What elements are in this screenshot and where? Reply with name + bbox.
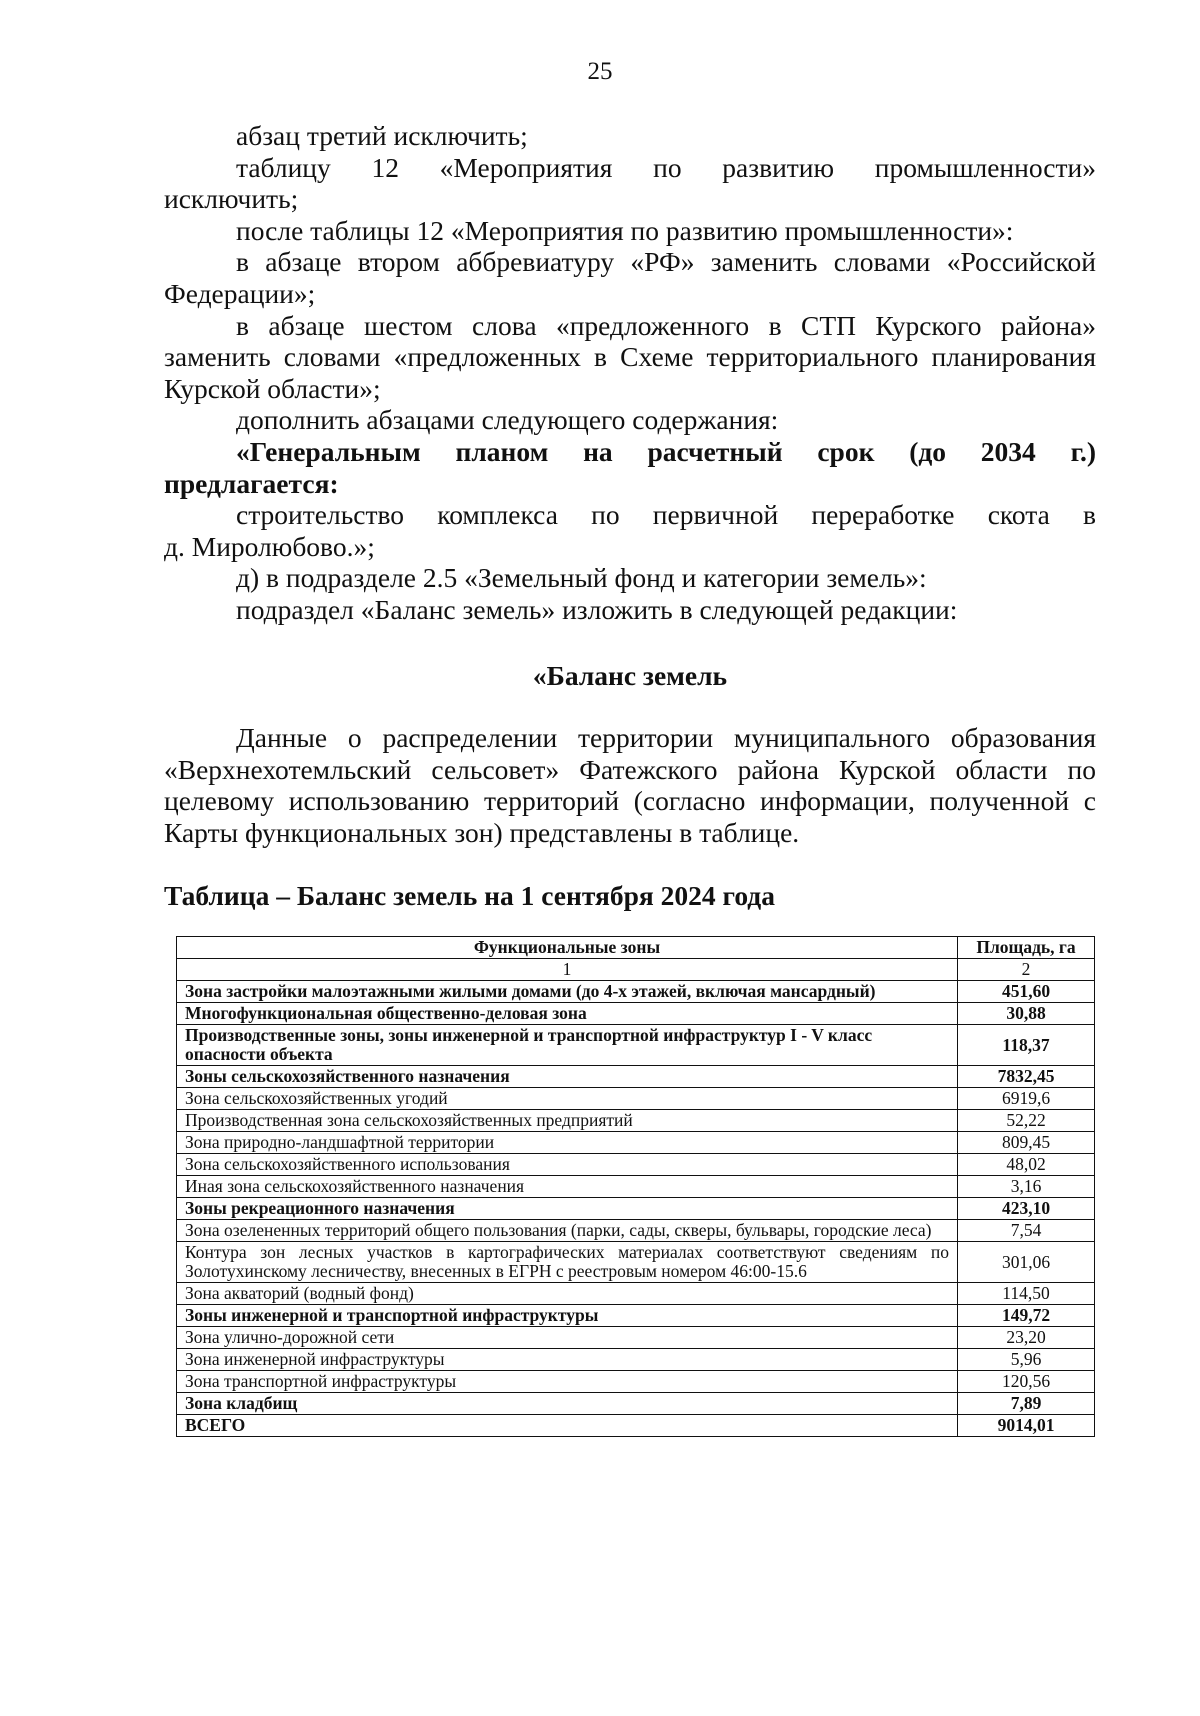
paragraph: заменить словами «предложенных в Схеме территориального планирования [164,341,1096,373]
area-cell: 451,60 [958,981,1095,1003]
paragraph: в абзаце втором аббревиатуру «РФ» заменить словами «Российской [236,246,1096,278]
table-row [177,1198,1095,1220]
area-cell: 23,20 [958,1327,1095,1349]
area-cell: 809,45 [958,1132,1095,1154]
table-row [177,1393,1095,1415]
area-cell: 423,10 [958,1198,1095,1220]
table-row [177,1415,1095,1437]
area-cell: 7832,45 [958,1066,1095,1088]
paragraph: подраздел «Баланс земель» изложить в следующей редакции: [236,593,958,625]
table-row [177,1371,1095,1393]
zone-cell: Зона природно-ландшафтной территории [177,1132,958,1154]
paragraph: предлагается: [164,467,339,499]
area-cell: 30,88 [958,1003,1095,1025]
zone-cell: Зона озелененных территорий общего пользования (парки, сады, скверы, бульвары, городские леса) [177,1220,958,1242]
table-row [177,1003,1095,1025]
area-cell: 120,56 [958,1371,1095,1393]
zone-cell: Производственные зоны, зоны инженерной и транспортной инфраструктур I - V класс опасности объекта [177,1025,958,1066]
area-cell: 301,06 [958,1242,1095,1283]
zone-cell: Зона застройки малоэтажными жилыми домами (до 4-х этажей, включая мансардный) [177,981,958,1003]
zone-cell: Зона инженерной инфраструктуры [177,1349,958,1371]
table-row [177,1132,1095,1154]
zone-cell: Зоны рекреационного назначения [177,1198,958,1220]
table-header-row [177,937,1095,959]
table-row [177,1305,1095,1327]
zone-cell: Зона улично-дорожной сети [177,1327,958,1349]
zone-cell: Зона сельскохозяйственного использования [177,1154,958,1176]
area-cell: 5,96 [958,1349,1095,1371]
zone-cell: Зона акваторий (водный фонд) [177,1283,958,1305]
paragraph: Данные о распределении территории муниципального образования «Верхнехотемльский сельсовет» Фатежского района Курской области по целевому использованию территорий (согласно информации, полученной с Карты функциональных зон) представлены в таблице. [164,722,1096,848]
page-number: 25 [587,58,613,85]
table-row [177,1110,1095,1132]
land-balance-table [176,936,1095,1437]
table-row [177,1025,1095,1066]
paragraph: в абзаце шестом слова «предложенного в СТП Курского района» [236,309,1096,341]
area-cell: 3,16 [958,1176,1095,1198]
paragraph: таблицу 12 «Мероприятия по развитию промышленности» [236,151,1096,183]
index-cell: 2 [958,959,1095,981]
table-row [177,1242,1095,1283]
area-cell: 114,50 [958,1283,1095,1305]
paragraph: абзац третий исключить; [236,120,528,151]
zone-cell: Многофункциональная общественно-деловая зона [177,1003,958,1025]
zone-cell: Контура зон лесных участков в картографических материалах соответствуют сведениям по Золотухинскому лесничеству, внесенных в ЕГРН с реестровым номером 46:00-15.6 [177,1242,958,1283]
table-row [177,1327,1095,1349]
paragraph: д) в подразделе 2.5 «Земельный фонд и категории земель»: [236,562,927,594]
header-cell: Функциональные зоны [177,937,958,959]
zone-cell: Зона транспортной инфраструктуры [177,1371,958,1393]
area-cell: 7,89 [958,1393,1095,1415]
table-row [177,1088,1095,1110]
zone-cell: Производственная зона сельскохозяйственных предприятий [177,1110,958,1132]
table-row [177,1283,1095,1305]
area-cell: 118,37 [958,1025,1095,1066]
table-row [177,1154,1095,1176]
data-description [164,722,1096,848]
area-cell: 7,54 [958,1220,1095,1242]
zone-cell: Иная зона сельскохозяйственного назначения [177,1176,958,1198]
zone-cell: Зоны сельскохозяйственного назначения [177,1066,958,1088]
table-title: Таблица – Баланс земель на 1 сентября 2024 года [164,880,775,911]
index-cell: 1 [177,959,958,981]
section-title: «Баланс земель [532,660,728,691]
table-row [177,1176,1095,1198]
zone-cell: Зона кладбищ [177,1393,958,1415]
area-cell: 9014,01 [958,1415,1095,1437]
area-cell: 48,02 [958,1154,1095,1176]
paragraph: строительство комплекса по первичной переработке скота в [236,499,1096,531]
zone-cell: ВСЕГО [177,1415,958,1437]
area-cell: 6919,6 [958,1088,1095,1110]
paragraph: исключить; [164,183,299,215]
paragraph: после таблицы 12 «Мероприятия по развитию промышленности»: [236,214,1014,246]
header-cell: Площадь, га [958,937,1095,959]
amendment-text [164,120,1096,626]
table-row [177,1349,1095,1371]
table-row [177,981,1095,1003]
zone-cell: Зоны инженерной и транспортной инфраструктуры [177,1305,958,1327]
area-cell: 52,22 [958,1110,1095,1132]
table-row [177,1220,1095,1242]
paragraph: Федерации»; [164,277,316,309]
area-cell: 149,72 [958,1305,1095,1327]
paragraph: «Генеральным планом на расчетный срок (до 2034 г.) [236,435,1096,467]
zone-cell: Зона сельскохозяйственных угодий [177,1088,958,1110]
paragraph: дополнить абзацами следующего содержания: [236,404,779,436]
paragraph: Курской области»; [164,372,381,404]
table-row [177,1066,1095,1088]
table-index-row [177,959,1095,981]
paragraph: д. Миролюбово.»; [164,530,375,562]
